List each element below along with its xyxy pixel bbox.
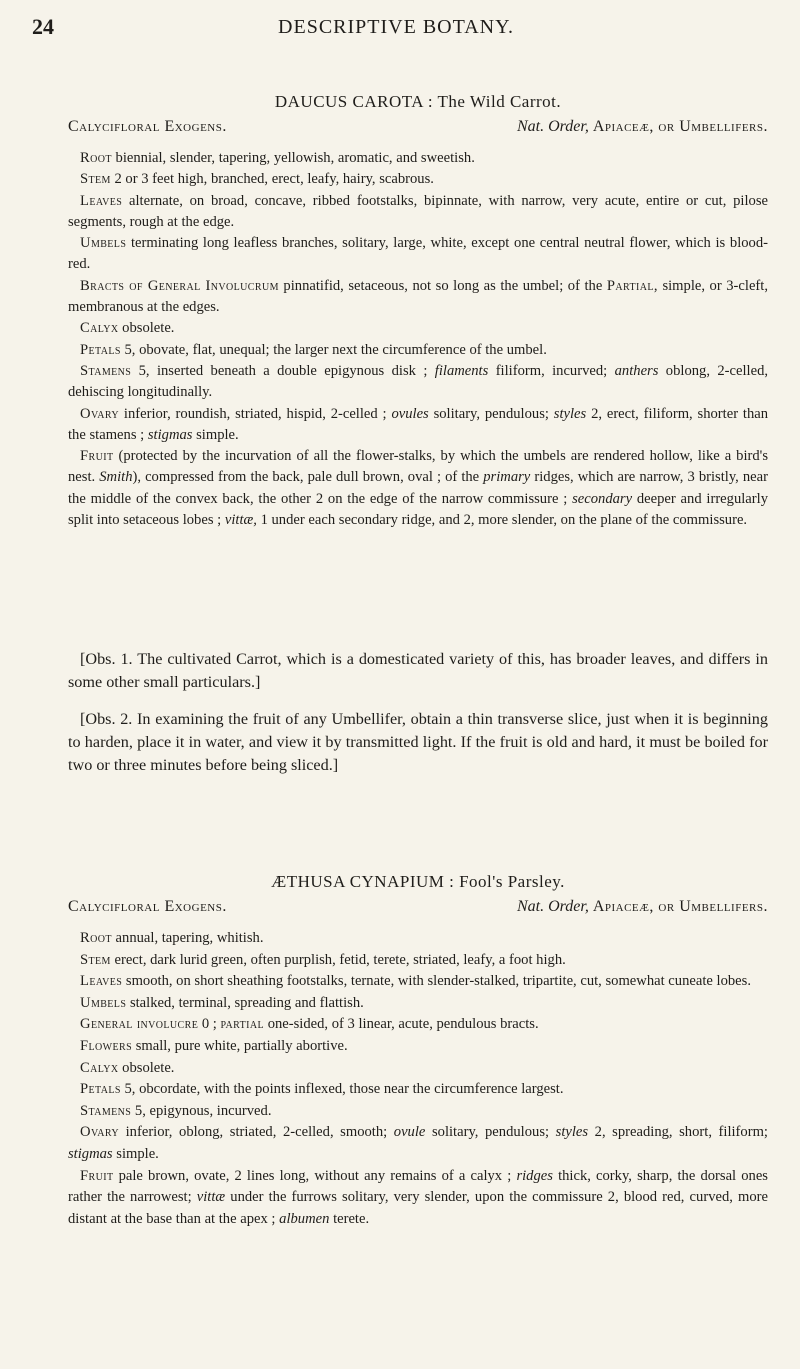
daucus-title-block: [68, 92, 768, 112]
daucus-description: [68, 148, 768, 531]
running-head: DESCRIPTIVE BOTANY.: [278, 16, 514, 38]
class-name: Calycifloral Exogens.: [68, 118, 227, 135]
entry-fruit: Fruit (protected by the incurvation of all the flower-stalks, by which the umbels are rendered hollow, like a bird's nest. Smith), compressed from the back, pale dull brown, oval ; of the primary ridges, which are narrow, 3 bristly, near the middle of the convex back, the other 2 on the edge of the narrow commissure ; secondary deeper and irregularly split into setaceous lobes ; vittæ, 1 under each secondary ridge, and 2, more slender, on the plane of the commissure.: [68, 448, 769, 529]
entry-involucre: General involucre 0 ; partial one-sided, of 3 linear, acute, pendulous bracts.: [80, 1016, 539, 1033]
entry-flowers: Flowers small, pure white, partially abortive.: [80, 1037, 348, 1054]
page-number: 24: [32, 14, 54, 39]
natural-order: [517, 118, 768, 136]
entry-ovary: Ovary inferior, roundish, striated, hispid, 2-celled ; ovules solitary, pendulous; styles 2, erect, filiform, shorter than the stamens ; stigmas simple.: [68, 405, 769, 443]
entry-leaves: Leaves smooth, on short sheathing footstalks, ternate, with slender-stalked, tripartite, cut, somewhat cuneate lobes.: [80, 973, 751, 990]
aethusa-description: [68, 928, 768, 1230]
entry-stamens: Stamens 5, inserted beneath a double epigynous disk ; filaments filiform, incurved; anthers oblong, 2-celled, dehiscing longitudinally.: [68, 362, 769, 401]
entry-umbels: Umbels terminating long leafless branches, solitary, large, white, except one central neutral flower, which is blood-red.: [68, 235, 769, 273]
order-label: Nat. Order,: [516, 118, 589, 135]
entry-stamens: Stamens 5, epigynous, incurved.: [80, 1102, 272, 1119]
observations: [68, 648, 768, 777]
entry-ovary: Ovary inferior, oblong, striated, 2-celled, smooth; ovule solitary, pendulous; styles 2, spreading, short, filiform; stigmas simple.: [68, 1124, 768, 1162]
entry-root: Root biennial, slender, tapering, yellowish, aromatic, and sweetish.: [80, 150, 475, 166]
class-name: Calycifloral Exogens.: [68, 898, 227, 915]
entry-root: Root annual, tapering, whitish.: [80, 930, 264, 946]
entry-leaves: Leaves alternate, on broad, concave, ribbed footstalks, bipinnate, with narrow, very acute, entire or cut, pilose segments, rough at the edge.: [68, 192, 768, 230]
order-label: Nat. Order,: [516, 898, 589, 915]
entry-umbels: Umbels stalked, terminal, spreading and flattish.: [80, 994, 364, 1011]
entry-petals: Petals 5, obovate, flat, unequal; the larger next the circumference of the umbel.: [80, 341, 547, 358]
observation-1: [Obs. 1. The cultivated Carrot, which is a domesticated variety of this, has broader leaves, and differs in some other small particulars.]: [68, 650, 768, 691]
entry-petals: Petals 5, obcordate, with the points inflexed, those near the circumference largest.: [80, 1081, 564, 1098]
order-name: Apiaceæ, or Umbellifers.: [592, 118, 768, 135]
entry-calyx: Calyx obsolete.: [80, 1059, 175, 1076]
entry-fruit: Fruit pale brown, ovate, 2 lines long, without any remains of a calyx ; ridges thick, corky, sharp, the dorsal ones rather the narrowest; vittæ under the furrows solitary, very slender, upon the commissure 2, blood red, curved, more distant at the base than at the apex ; albumen terete.: [68, 1167, 768, 1227]
daucus-classification: [68, 118, 768, 136]
page-header: [32, 14, 760, 44]
aethusa-classification: [68, 898, 768, 916]
aethusa-title-block: [68, 872, 768, 892]
natural-order: [517, 898, 768, 916]
entry-stem: Stem 2 or 3 feet high, branched, erect, leafy, hairy, scabrous.: [80, 171, 434, 188]
entry-calyx: Calyx obsolete.: [80, 320, 175, 337]
observation-2: [Obs. 2. In examining the fruit of any Umbellifer, obtain a thin transverse slice, just when it is beginning to harden, place it in water, and view it by transmitted light. If the fruit is old and hard, it must be boiled for two or three minutes before being sliced.]: [68, 710, 768, 774]
species-title: ÆTHUSA CYNAPIUM : Fool's Parsley.: [271, 872, 565, 891]
entry-bracts: Bracts of General Involucrum pinnatifid, setaceous, not so long as the umbel; of the Partial, simple, or 3-cleft, membranous at the edges.: [68, 277, 768, 316]
order-name: Apiaceæ, or Umbellifers.: [592, 898, 768, 915]
species-title: DAUCUS CAROTA : The Wild Carrot.: [274, 92, 562, 111]
entry-stem: Stem erect, dark lurid green, often purplish, fetid, terete, striated, leafy, a foot high.: [80, 951, 566, 968]
